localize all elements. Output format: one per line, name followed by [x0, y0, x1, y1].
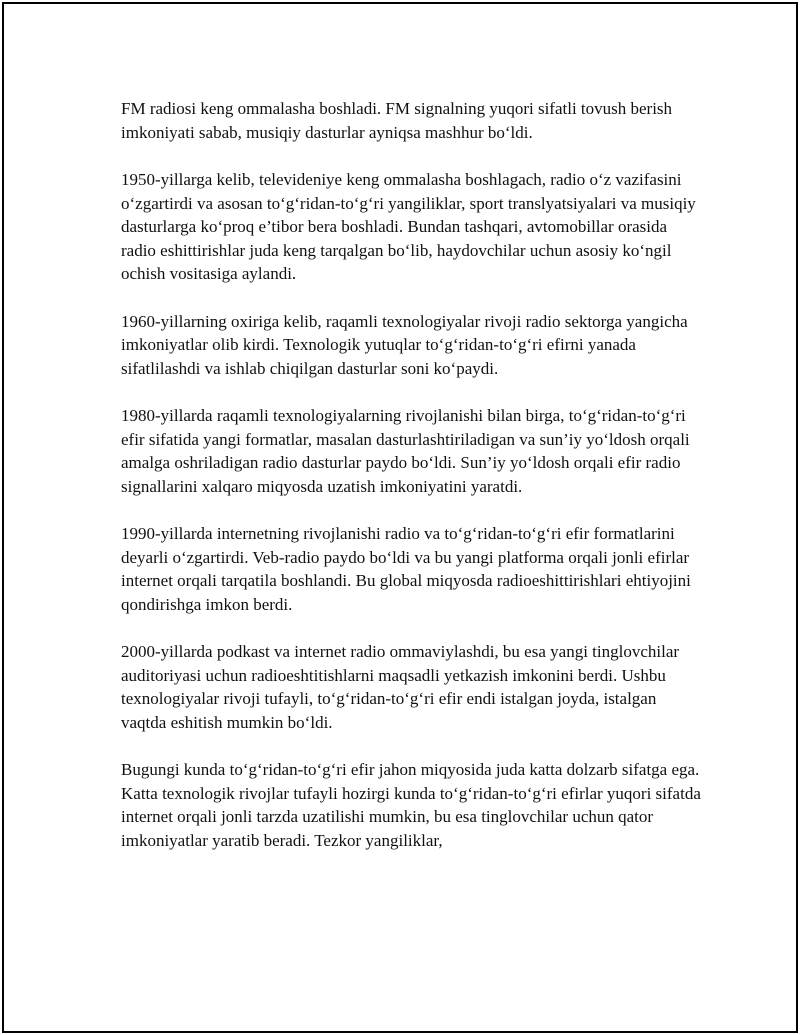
paragraph-today: Bugungi kunda to‘g‘ridan-to‘g‘ri efir jahon miqyosida juda katta dolzarb sifatga ega. Katta texnologik rivojlar tufayli hozirgi kunda to‘g‘ridan-to‘g‘ri efirlar yuqori sifatda internet orqali jonli tarzda uzatilishi mumkin, bu esa tinglovchilar uchun qator imkoniyatlar yaratib beradi. Tezkor yangiliklar, [121, 760, 701, 850]
paragraph-1990s: 1990-yillarda internetning rivojlanishi radio va to‘g‘ridan-to‘g‘ri efir formatlarini deyarli o‘zgartirdi. Veb-radio paydo bo‘ldi va bu yangi platforma orqali jonli efirlar internet orqali tarqatila boshlandi. Bu global miqyosda radioeshittirishlari ehtiyojini qondirishga imkon berdi. [121, 524, 691, 614]
document-body [121, 97, 701, 876]
paragraph-1980s: 1980-yillarda raqamli texnologiyalarning rivojlanishi bilan birga, to‘g‘ridan-to‘g‘ri efir sifatida yangi formatlar, masalan dasturlashtiriladigan va sun’iy yo‘ldosh orqali amalga oshriladigan radio dasturlar paydo bo‘ldi. Sun’iy yo‘ldosh orqali efir radio signallarini xalqaro miqyosda uzatish imkoniyatini yaratdi. [121, 406, 690, 496]
paragraph-2000s: 2000-yillarda podkast va internet radio ommaviylashdi, bu esa yangi tinglovchilar auditoriyasi uchun radioeshtitishlarni maqsadli yetkazish imkonini berdi. Ushbu texnologiyalar rivoji tufayli, to‘g‘ridan-to‘g‘ri efir endi istalgan joyda, istalgan vaqtda eshitish mumkin bo‘ldi. [121, 642, 680, 732]
paragraph-1950s: 1950-yillarga kelib, televideniye keng ommalasha boshlagach, radio o‘z vazifasini o‘zgartirdi va asosan to‘g‘ridan-to‘g‘ri yangiliklar, sport translyatsiyalari va musiqiy dasturlarga ko‘proq e’tibor bera boshladi. Bundan tashqari, avtomobillar orasida radio eshittirishlar juda keng tarqalgan bo‘lib, haydovchilar uchun asosiy ko‘ngil ochish vositasiga aylandi. [121, 170, 696, 283]
page-frame [2, 2, 798, 1033]
paragraph-fm-radio: FM radiosi keng ommalasha boshladi. FM signalning yuqori sifatli tovush berish imkoniyati sabab, musiqiy dasturlar ayniqsa mashhur bo‘ldi. [121, 99, 673, 142]
paragraph-1960s: 1960-yillarning oxiriga kelib, raqamli texnologiyalar rivoji radio sektorga yangicha imkoniyatlar olib kirdi. Texnologik yutuqlar to‘g‘ridan-to‘g‘ri efirni yanada sifatlilashdi va ishlab chiqilgan dasturlar soni ko‘paydi. [121, 311, 688, 378]
